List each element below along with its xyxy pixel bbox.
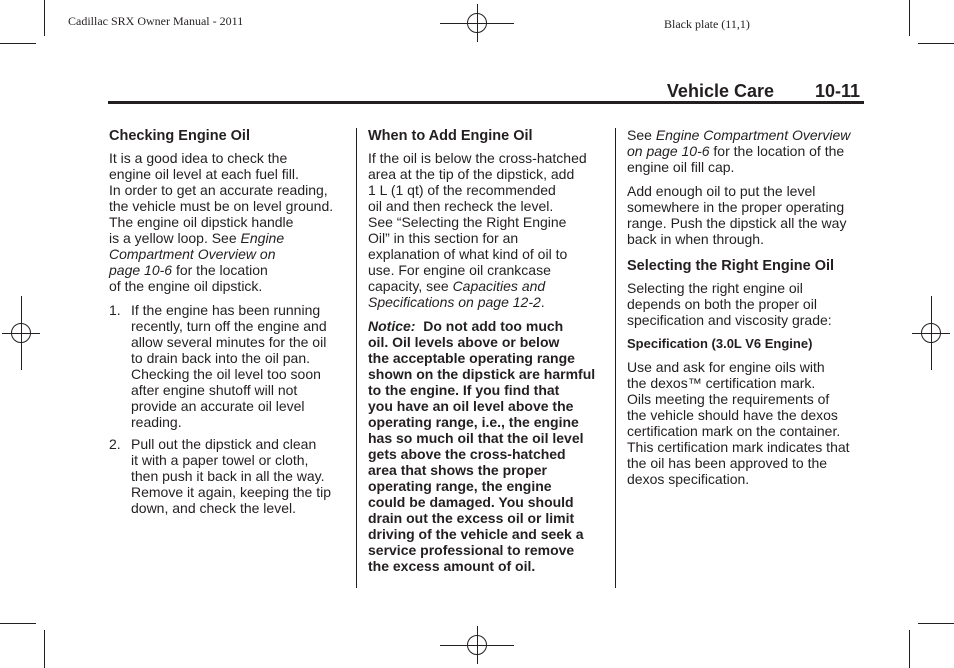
- paragraph: Use and ask for engine oils with the dexos™ certification mark. Oils meeting the requirements of the vehicle should have the dexos certification mark on the container. This certification mark indicates that the oil has been approved to the dexos specification.: [627, 359, 850, 487]
- crop-mark: [918, 43, 954, 44]
- subheading: Specification (3.0L V6 Engine): [627, 336, 813, 351]
- paragraph: Add enough oil to put the level somewhere in the proper operating range. Push the dipstick all the way back in when through.: [627, 183, 847, 247]
- crop-mark: [44, 630, 45, 668]
- column-divider: [615, 128, 616, 588]
- registration-mark-top: [440, 4, 514, 42]
- paragraph: It is a good idea to check the engine oil level at each fuel fill. In order to get an accurate reading, the vehicle must be on level ground. The engine oil dipstick handle is a yellow loop. See Engine Compartment Overview on page 10-6 for the location of the engine oil dipstick.: [109, 150, 334, 294]
- column-1: [109, 127, 347, 522]
- crop-mark: [909, 0, 910, 36]
- paragraph: See Engine Compartment Overview on page 10-6 for the location of the engine oil fill cap.: [627, 127, 851, 175]
- registration-mark-right: [912, 296, 950, 370]
- cross-reference[interactable]: Engine: [240, 230, 285, 246]
- crop-mark: [44, 0, 45, 36]
- crop-mark: [909, 630, 910, 668]
- crop-mark: [0, 623, 36, 624]
- cross-reference[interactable]: page 10-6: [109, 262, 173, 278]
- list-item: 1. If the engine has been running recently, turn off the engine and allow several minutes for the oil to drain back into the oil pan. Checking the oil level too soon after engine shutoff will not provide an accurate oil level reading.: [109, 302, 327, 430]
- paragraph: Selecting the right engine oil depends on both the proper oil specification and viscosity grade:: [627, 280, 832, 328]
- cross-reference[interactable]: Specifications on page 12-2: [368, 294, 541, 310]
- column-2: [368, 127, 608, 582]
- crop-mark: [0, 43, 36, 44]
- column-3: [627, 127, 863, 495]
- crop-mark: [918, 623, 954, 624]
- cross-reference[interactable]: Compartment Overview on: [109, 246, 276, 262]
- notice: Notice: Do not add too much oil. Oil levels above or below the acceptable operating range shown on the dipstick are harmful to the engine. If you find that you have an oil level above the operating range, i.e., the engine has so much oil that the oil level gets above the cross-hatched area that shows the proper operating range, the engine could be damaged. You should drain out the excess oil or limit driving of the vehicle and seek a service professional to remove the excess amount of oil.: [368, 318, 596, 574]
- section-heading: When to Add Engine Oil: [368, 128, 533, 144]
- list-item: 2. Pull out the dipstick and clean it with a paper towel or cloth, then push it back in all the way. Remove it again, keeping the tip down, and check the level.: [109, 436, 332, 516]
- registration-mark-bottom: [440, 626, 514, 664]
- cross-reference[interactable]: Capacities and: [452, 278, 546, 294]
- section-title: Vehicle Care: [666, 81, 774, 101]
- header-rule: [108, 101, 864, 104]
- paragraph: If the oil is below the cross-hatched area at the tip of the dipstick, add 1 L (1 qt) of the recommended oil and then recheck the level. See “Selecting the Right Engine Oil” in this section for an explanation of what kind of oil to use. For engine oil crankcase capacity, see Capacities and Specifications on page 12-2.: [368, 150, 587, 310]
- slug-right: Black plate (11,1): [664, 17, 750, 31]
- notice-label: Notice:: [368, 318, 416, 334]
- section-heading: Selecting the Right Engine Oil: [627, 258, 835, 274]
- slug-left: Cadillac SRX Owner Manual - 2011: [68, 14, 244, 28]
- section-heading: Checking Engine Oil: [109, 128, 250, 144]
- registration-mark-left: [2, 296, 40, 370]
- cross-reference[interactable]: on page 10-6: [627, 143, 710, 159]
- page-number: 10-11: [815, 81, 861, 101]
- column-divider: [356, 128, 357, 588]
- cross-reference[interactable]: Engine Compartment Overview: [655, 127, 851, 143]
